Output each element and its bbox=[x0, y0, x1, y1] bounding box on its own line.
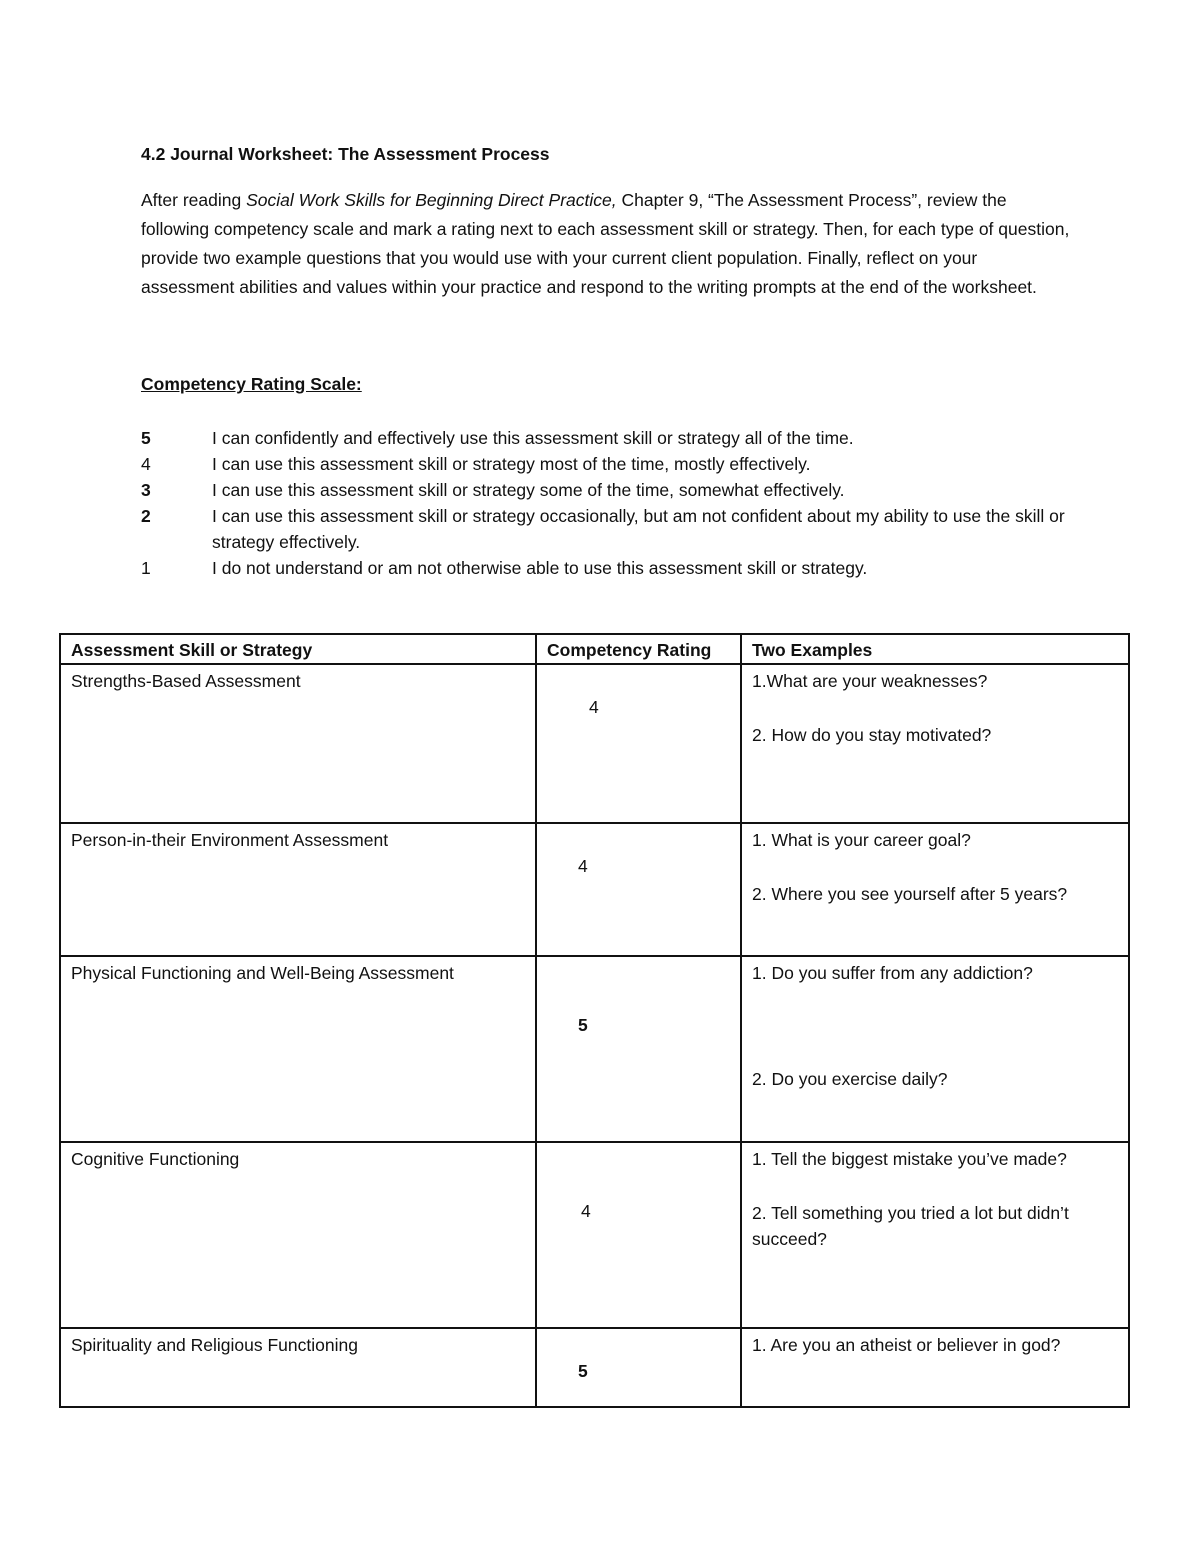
examples-cell[interactable] bbox=[741, 664, 1129, 823]
skill-cell: Spirituality and Religious Functioning bbox=[60, 1328, 536, 1407]
table-row bbox=[60, 1142, 1129, 1328]
examples-cell[interactable] bbox=[741, 1142, 1129, 1328]
example-1: 1. Are you an atheist or believer in god? bbox=[752, 1335, 1061, 1355]
skill-cell: Strengths-Based Assessment bbox=[60, 664, 536, 823]
header-skill: Assessment Skill or Strategy bbox=[60, 634, 536, 664]
rating-value: 5 bbox=[578, 1015, 588, 1035]
example-1: 1. What is your career goal? bbox=[752, 830, 971, 850]
skill-cell: Cognitive Functioning bbox=[60, 1142, 536, 1328]
examples-cell[interactable] bbox=[741, 823, 1129, 956]
rating-cell[interactable] bbox=[536, 823, 741, 956]
scale-item bbox=[141, 451, 1071, 477]
scale-description: I can use this assessment skill or strategy some of the time, somewhat effectively. bbox=[212, 480, 845, 500]
example-2: 2. Tell something you tried a lot but didn’t succeed? bbox=[752, 1203, 1069, 1249]
scale-number: 2 bbox=[141, 506, 151, 526]
rating-value: 5 bbox=[578, 1361, 588, 1381]
example-1: 1. Tell the biggest mistake you’ve made? bbox=[752, 1149, 1067, 1169]
header-rating: Competency Rating bbox=[536, 634, 741, 664]
examples-cell[interactable] bbox=[741, 956, 1129, 1142]
skill-cell: Person-in-their Environment Assessment bbox=[60, 823, 536, 956]
intro-text-start: After reading bbox=[141, 190, 247, 210]
scale-number: 1 bbox=[141, 558, 151, 578]
header-examples: Two Examples bbox=[741, 634, 1129, 664]
intro-text-rest: Chapter 9, “The Assessment Process”, review the following competency scale and mark a rating next to each assessment skill or strategy. Then, for each type of question, provide two example questions that you would use with your current client population. Finally, reflect on your assessment abilities and values within your practice and respond to the writing prompts at the end of the worksheet. bbox=[141, 190, 1070, 297]
rating-cell[interactable] bbox=[536, 1328, 741, 1407]
example-2: 2. Do you exercise daily? bbox=[752, 1069, 948, 1089]
rating-cell[interactable] bbox=[536, 956, 741, 1142]
book-title: Social Work Skills for Beginning Direct Practice, bbox=[246, 190, 617, 210]
example-2: 2. How do you stay motivated? bbox=[752, 725, 992, 745]
scale-number: 5 bbox=[141, 428, 151, 448]
scale-number: 3 bbox=[141, 480, 151, 500]
scale-description: I can use this assessment skill or strategy most of the time, mostly effectively. bbox=[212, 454, 811, 474]
scale-item bbox=[141, 477, 1071, 503]
assessment-table bbox=[59, 633, 1130, 1408]
example-1: 1. Do you suffer from any addiction? bbox=[752, 963, 1033, 983]
scale-description: I can use this assessment skill or strategy occasionally, but am not confident about my ability to use the skill or strategy effectively. bbox=[212, 506, 1065, 552]
scale-number: 4 bbox=[141, 454, 151, 474]
rating-value: 4 bbox=[589, 697, 599, 717]
worksheet-title: 4.2 Journal Worksheet: The Assessment Process bbox=[141, 144, 550, 164]
example-1: 1.What are your weaknesses? bbox=[752, 671, 988, 691]
rating-scale bbox=[141, 425, 1071, 581]
table-row bbox=[60, 1328, 1129, 1407]
example-2: 2. Where you see yourself after 5 years? bbox=[752, 884, 1068, 904]
table-row bbox=[60, 956, 1129, 1142]
scale-description: I can confidently and effectively use this assessment skill or strategy all of the time. bbox=[212, 428, 854, 448]
skill-cell: Physical Functioning and Well-Being Assessment bbox=[60, 956, 536, 1142]
table-row bbox=[60, 823, 1129, 956]
scale-item bbox=[141, 503, 1071, 555]
scale-item bbox=[141, 555, 1071, 581]
rating-cell[interactable] bbox=[536, 1142, 741, 1328]
table-header-row bbox=[60, 634, 1129, 664]
scale-item bbox=[141, 425, 1071, 451]
intro-paragraph bbox=[141, 186, 1071, 302]
rating-cell[interactable] bbox=[536, 664, 741, 823]
rating-value: 4 bbox=[578, 856, 588, 876]
scale-description: I do not understand or am not otherwise able to use this assessment skill or strategy. bbox=[212, 558, 868, 578]
scale-heading: Competency Rating Scale: bbox=[141, 374, 362, 394]
examples-cell[interactable] bbox=[741, 1328, 1129, 1407]
table-row bbox=[60, 664, 1129, 823]
rating-value: 4 bbox=[581, 1201, 591, 1221]
